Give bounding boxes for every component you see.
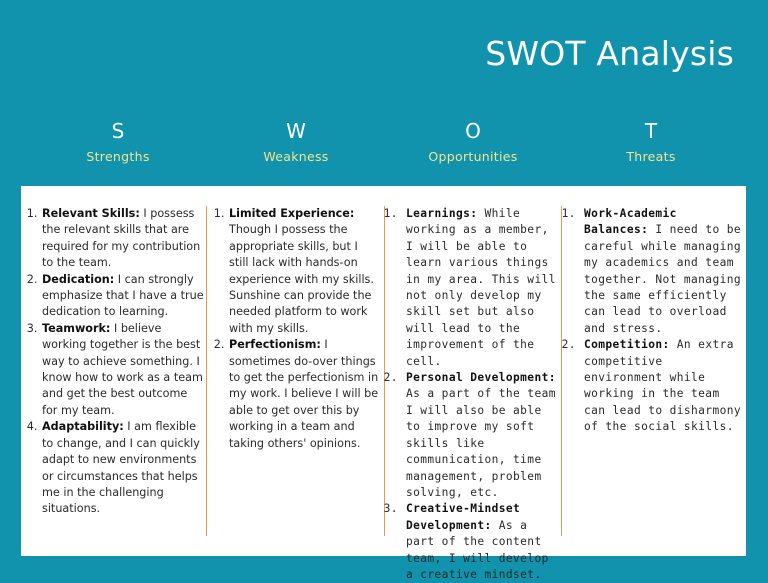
swot-panel [21, 186, 746, 581]
opportunities-header [383, 118, 563, 164]
weakness-label: Weakness [263, 149, 329, 164]
threats-column [570, 206, 746, 436]
list-item: 1. Work-Academic Balances: I need to be careful while managing my academics and team together. Not managing the same efficiently can lead to overload and stress. [583, 206, 746, 337]
opportunities-label: Opportunities [428, 149, 518, 164]
list-item: 2. Perfectionism: I sometimes do-over things to get the perfectionism in my work. I believe I will be able to get over this by working in a team and taking others' opinions. [228, 337, 379, 452]
list-item: 2. Dedication: I can strongly emphasize that I have a true dedication to learning. [41, 272, 205, 321]
list-item: 2. Competition: An extra competitive environment while working in the team can lead to disharmony of the social skills. [583, 337, 746, 435]
opportunities-column [392, 206, 559, 583]
list-item: 3. Teamwork: I believe working together is the best way to achieve something. I know how to work as a team and get the best outcome for my team. [41, 321, 205, 419]
strengths-letter: S [111, 119, 125, 143]
list-item: 1. Learnings: While working as a member, I will be able to learn various things in my area. This will not only develop my skill set but also will lead to the improvement of the cell. [405, 206, 559, 370]
weakness-letter: W [286, 119, 306, 143]
strengths-header [28, 118, 208, 164]
weakness-header [206, 118, 386, 164]
list-item: 1. Relevant Skills: I possess the relevant skills that are required for my contribution to the team. [41, 206, 205, 272]
weakness-column [215, 206, 379, 452]
threats-letter: T [644, 119, 658, 143]
list-item: 3. Creative-Mindset Development: As a part of the content team, I will develop a creative mindset. [405, 501, 559, 583]
opportunities-letter: O [465, 119, 481, 143]
column-divider [206, 206, 207, 536]
list-item: 4. Adaptability: I am flexible to change, and I can quickly adapt to new environments or circumstances that helps me in the challenging situations. [41, 419, 205, 517]
list-item: 1. Limited Experience: Though I possess the appropriate skills, but I still lack with hands-on experience with my skills. Sunshine can provide the needed platform to work with my skills. [228, 206, 379, 337]
threats-header [561, 118, 741, 164]
list-item: 2. Personal Development: As a part of the team I will also be able to improve my soft skills like communication, time management, problem solving, etc. [405, 370, 559, 501]
strengths-label: Strengths [86, 149, 150, 164]
strengths-column [28, 206, 205, 518]
threats-label: Threats [626, 149, 676, 164]
page-title: SWOT Analysis [485, 34, 734, 73]
column-divider [561, 206, 562, 536]
